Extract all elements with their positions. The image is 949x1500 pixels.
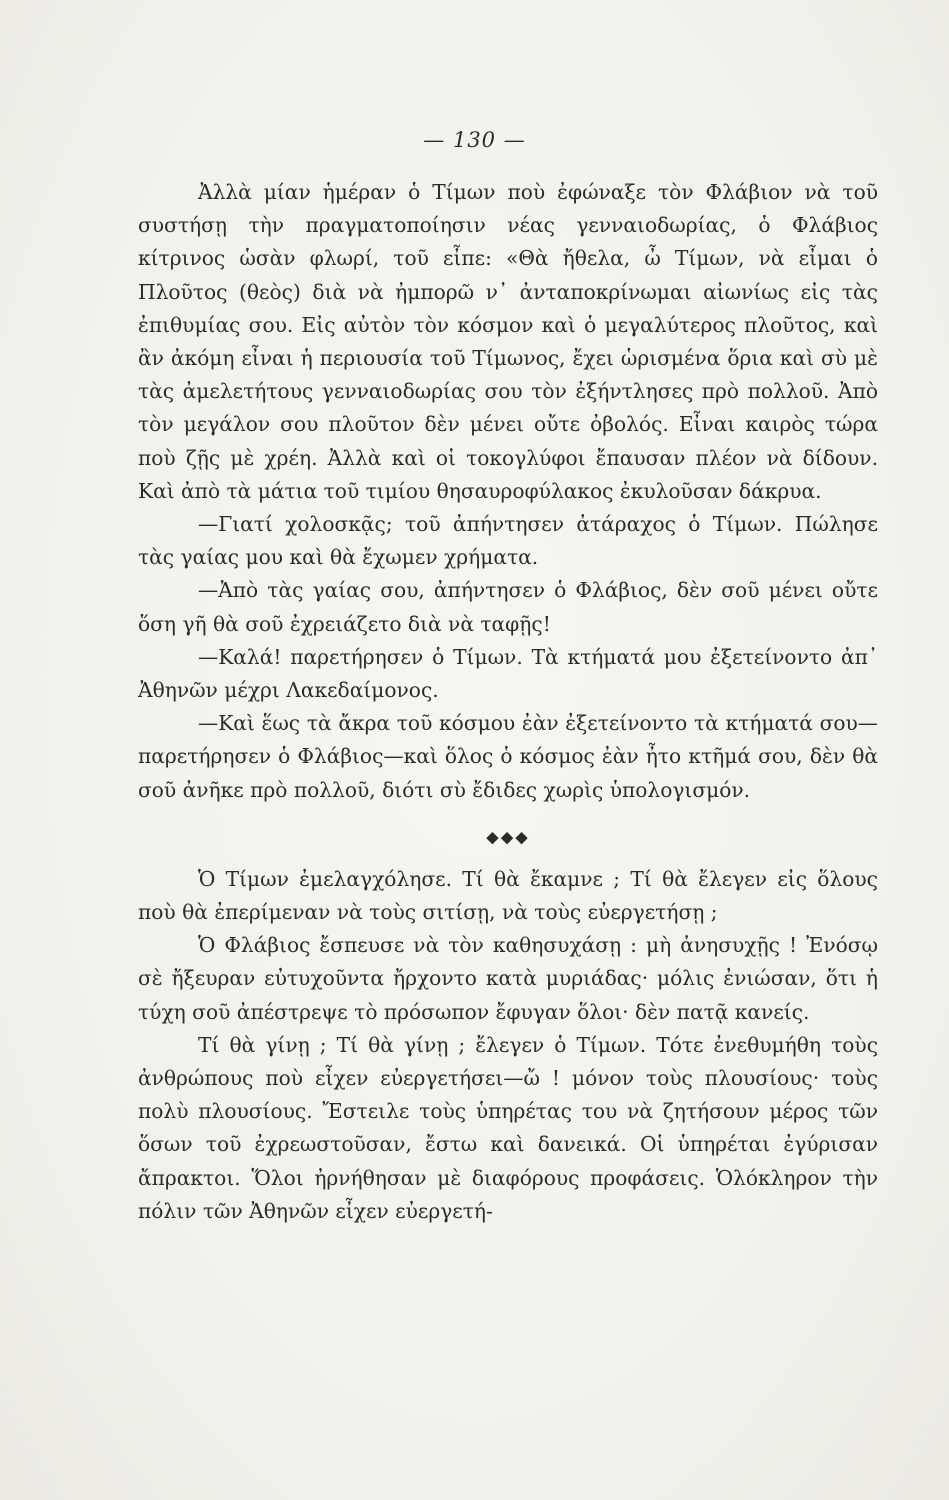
paragraph: —Καὶ ἕως τὰ ἄκρα τοῦ κόσμου ἐὰν ἐξετείνοντο τὰ κτήματά σου—παρετήρησεν ὁ Φλάβιος—καὶ ὅλος ὁ κόσμος ἐὰν ἦτο κτῆμά σου, δὲν θὰ σοῦ ἀνῆκε πρὸ πολλοῦ, διότι σὺ ἔδιδες χωρὶς ὑπολογισμόν. bbox=[138, 711, 878, 802]
paragraph: Τί θὰ γίνῃ ; Τί θὰ γίνῃ ; ἔλεγεν ὁ Τίμων. Τότε ἐνεθυμήθη τοὺς ἀνθρώπους ποὺ εἶχεν εὐεργετήσει—ὤ ! μόνον τοὺς πλουσίους· τοὺς πολὺ πλουσίους. Ἔστειλε τοὺς ὑπηρέτας του νὰ ζητήσουν μέρος τῶν ὅσων τοῦ ἐχρεωστοῦσαν, ἔστω καὶ δανεικά. Οἱ ὑπηρέται ἐγύρισαν ἄπρακτοι. Ὅλοι ἠρνήθησαν μὲ διαφόρους προφάσεις. Ὁλόκληρον τὴν πόλιν τῶν Ἀθηνῶν εἶχεν εὐεργετή- bbox=[138, 1032, 878, 1223]
body-text bbox=[138, 176, 878, 1228]
paragraph: Ὁ Φλάβιος ἔσπευσε νὰ τὸν καθησυχάσῃ : μὴ ἀνησυχῇς ! Ἐνόσῳ σὲ ἤξευραν εὐτυχοῦντα ἤρχοντο κατὰ μυριάδας· μόλις ἐνιώσαν, ὅτι ἡ τύχη σοῦ ἀπέστρεψε τὸ πρόσωπον ἔφυγαν ὅλοι· δὲν πατᾷ κανείς. bbox=[138, 933, 878, 1024]
page-number: — 130 — bbox=[423, 128, 526, 152]
paragraph: Ὁ Τίμων ἐμελαγχόλησε. Τί θὰ ἔκαμνε ; Τί θὰ ἔλεγεν εἰς ὅλους ποὺ θὰ ἐπερίμεναν νὰ τοὺς σιτίσῃ, νὰ τοὺς εὐεργετήσῃ ; bbox=[138, 866, 878, 925]
paragraph: Ἀλλὰ μίαν ἡμέραν ὁ Τίμων ποὺ ἐφώναξε τὸν Φλάβιον νὰ τοῦ συστήσῃ τὴν πραγματοποίησιν νέας γενναιοδωρίας, ὁ Φλάβιος κίτρινος ὡσὰν φλωρί, τοῦ εἶπε: «Θὰ ἤθελα, ὦ Τίμων, νὰ εἶμαι ὁ Πλοῦτος (θεὸς) διὰ νὰ ἠμπορῶ ν᾽ ἀνταποκρίνωμαι αἰωνίως εἰς τὰς ἐπιθυμίας σου. Εἰς αὐτὸν τὸν κόσμον καὶ ὁ μεγαλύτερος πλοῦτος, καὶ ἂν ἀκόμη εἶναι ἡ περιουσία τοῦ Τίμωνος, ἔχει ὡρισμένα ὅρια καὶ σὺ μὲ τὰς ἀμελετήτους γενναιοδωρίας σου τὸν ἐξήντλησες πρὸ πολλοῦ. Ἀπὸ τὸν μεγάλον σου πλοῦτον δὲν μένει οὔτε ὀβολός. Εἶναι καιρὸς τώρα ποὺ ζῇς μὲ χρέη. Ἀλλὰ καὶ οἱ τοκογλύφοι ἔπαυσαν πλέον νὰ δίδουν. Καὶ ἀπὸ τὰ μάτια τοῦ τιμίου θησαυροφύλακος ἐκυλοῦσαν δάκρυα. bbox=[138, 180, 878, 503]
paragraph: —Ἀπὸ τὰς γαίας σου, ἀπήντησεν ὁ Φλάβιος, δὲν σοῦ μένει οὔτε ὅση γῆ θὰ σοῦ ἐχρειάζετο διὰ νὰ ταφῇς! bbox=[138, 578, 878, 636]
paragraph: —Γιατί χολοσκᾷς; τοῦ ἀπήντησεν ἀτάραχος ὁ Τίμων. Πώλησε τὰς γαίας μου καὶ θὰ ἔχωμεν χρήματα. bbox=[138, 512, 878, 570]
section-ornament: ⬥⬥⬥ bbox=[486, 826, 530, 848]
paragraph: —Καλά! παρετήρησεν ὁ Τίμων. Τὰ κτήματά μου ἐξετείνοντο ἀπ᾽ Ἀθηνῶν μέχρι Λακεδαίμονος. bbox=[138, 644, 878, 703]
